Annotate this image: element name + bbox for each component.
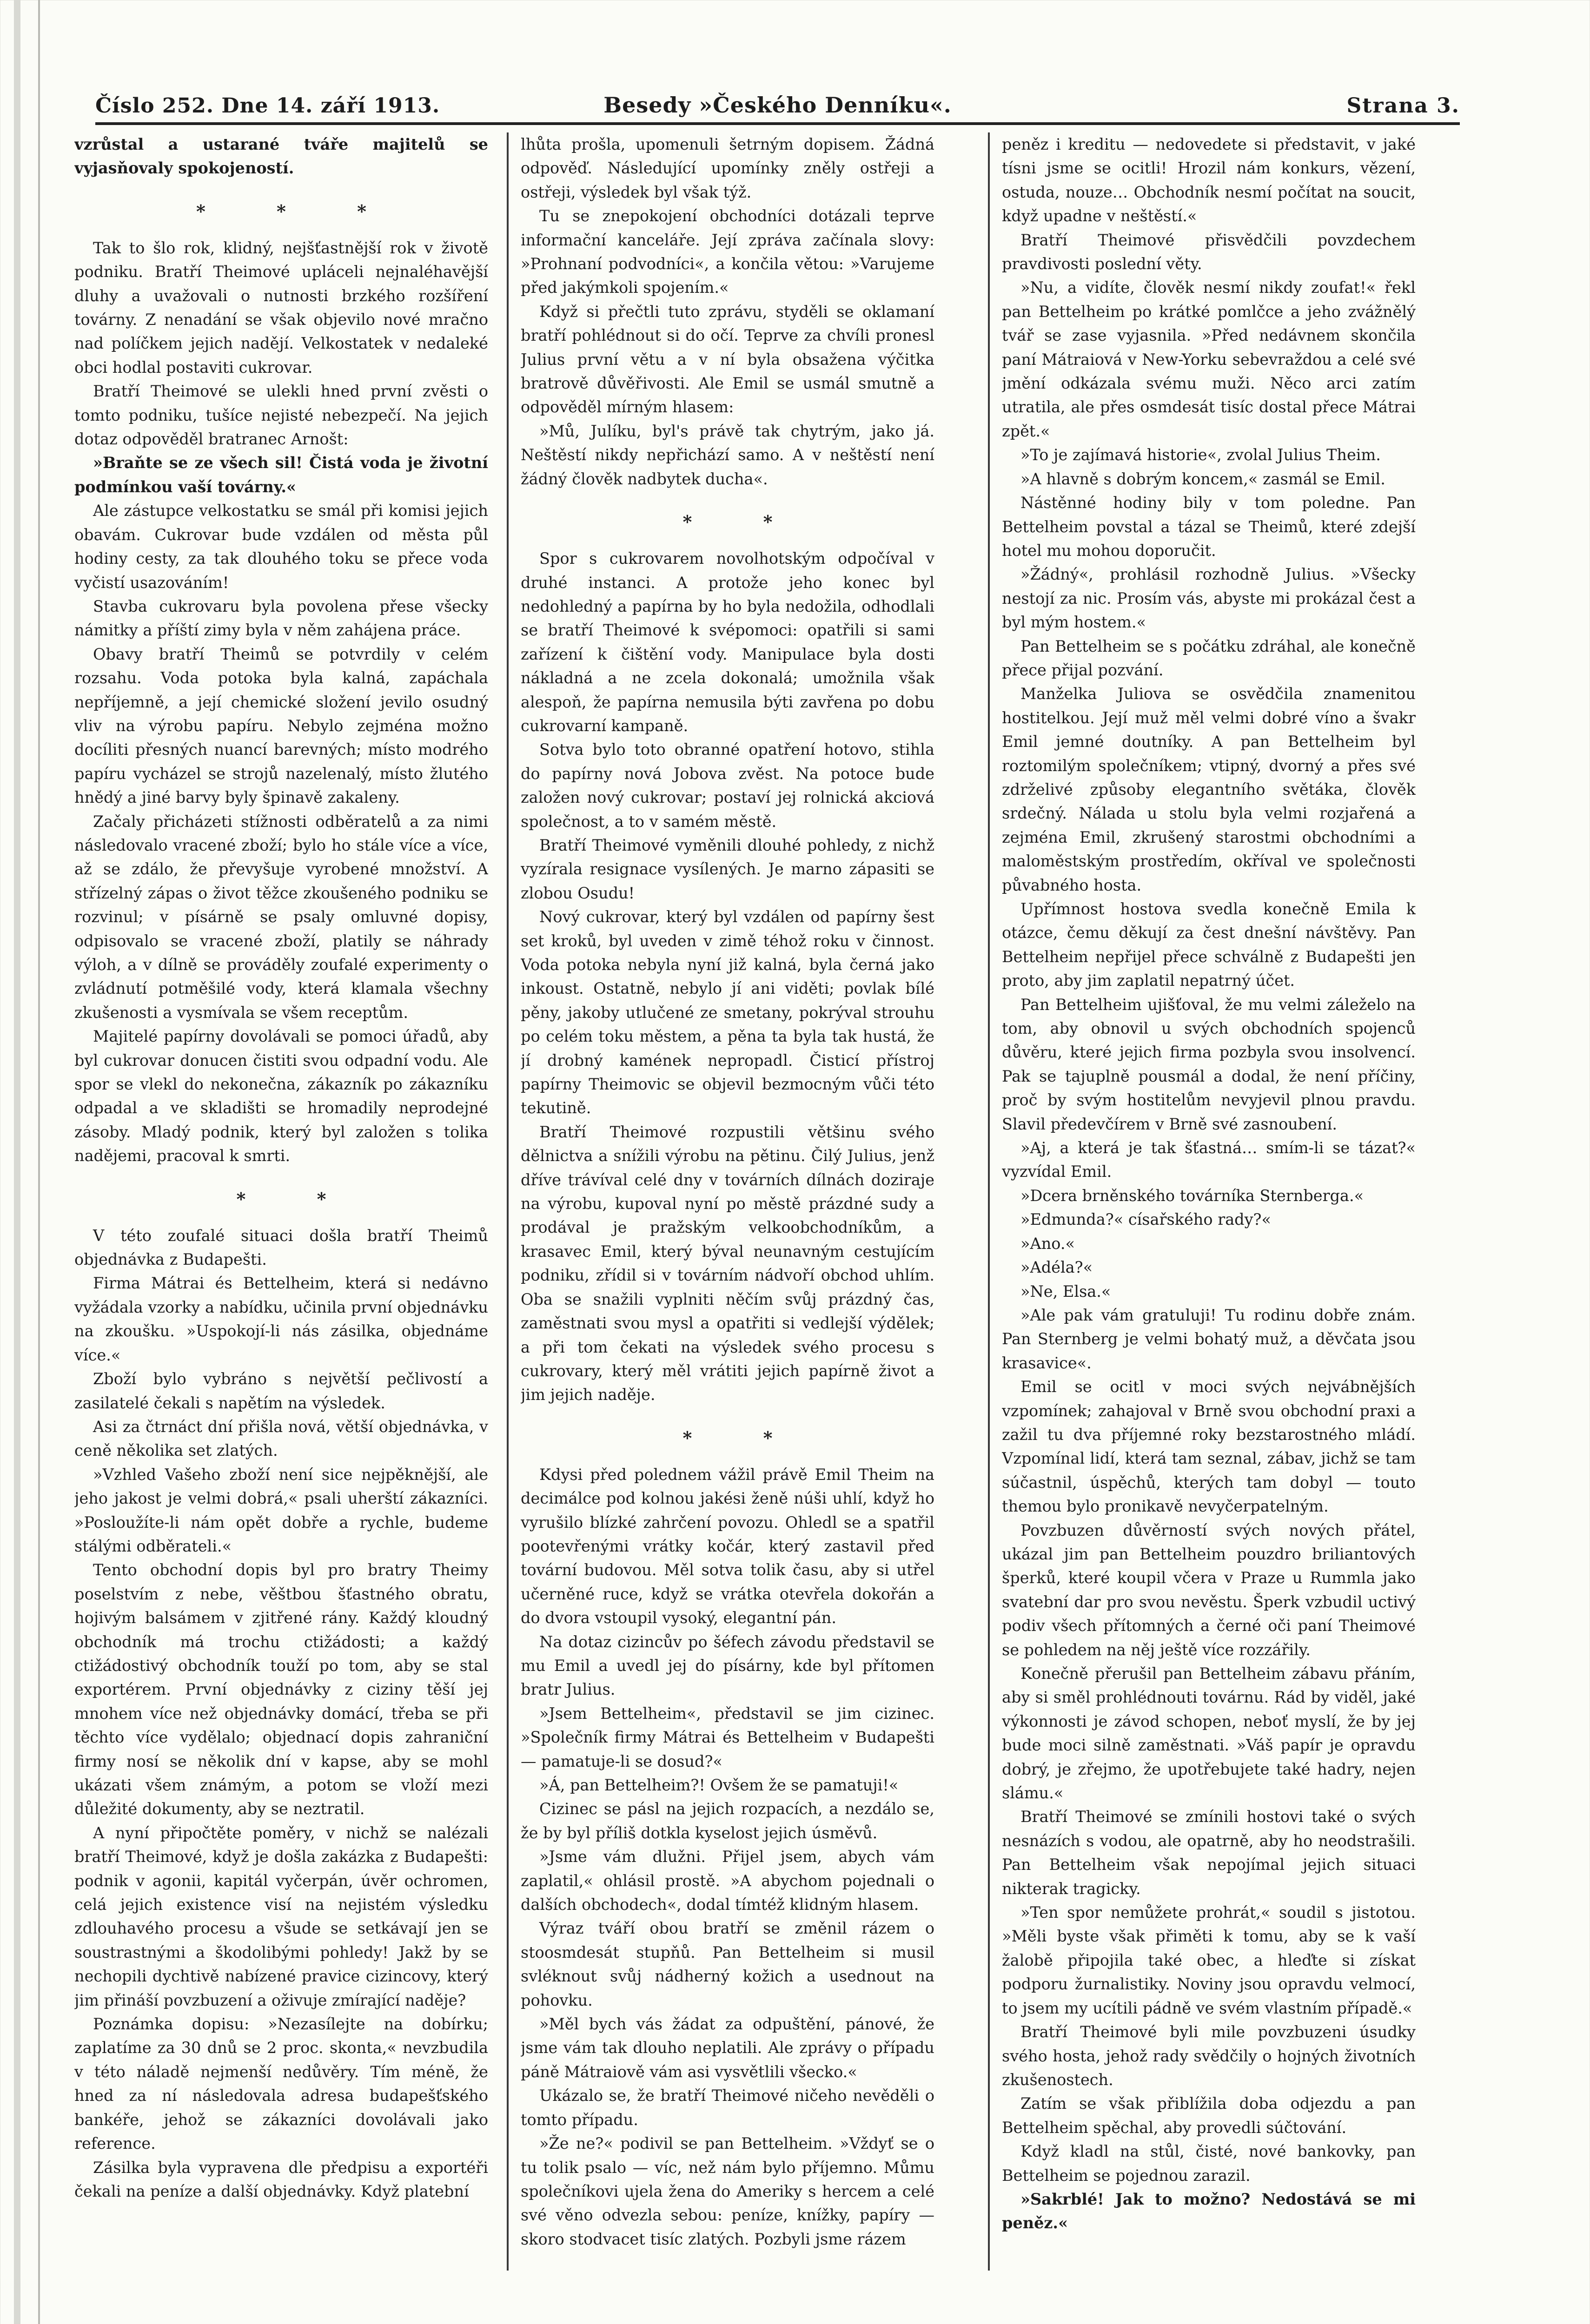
- text-column-1: [74, 132, 488, 2266]
- article-paragraph: A nyní připočtěte poměry, v nichž se nalézali bratří Theimové, když je došla zakázka z Budapešti: podnik v agonii, kapitál vyčerpán, úvěr ochromen, celá jejich existence visí na nejistém výsledku zdlouhavého procesu a všude se setkávají jen se soustrastnými a škodolibými pohledy! Jakž by se nechopili dychtivě nabízené pravice cizincovy, který jim přináší povzbuzení a oživuje zmírající naděje?: [74, 1823, 488, 2009]
- page-header: [95, 86, 1460, 125]
- article-paragraph: Na dotaz cizincův po šéfech závodu představil se mu Emil a uvedl jej do písárny, kde byl přítomen bratr Julius.: [521, 1632, 934, 1699]
- page-edge-line: [38, 0, 40, 2324]
- article-paragraph: Když kladl na stůl, čisté, nové bankovky, pan Bettelheim se pojednou zarazil.: [1002, 2142, 1416, 2185]
- article-paragraph: Nový cukrovar, který byl vzdálen od papírny šest set kroků, byl uveden v zimě téhož roku v činnost. Voda potoka nebyla nyní již kalná, byla černá jako inkoust. Ostatně, nebylo jí ani viděti; povlak bílé pěny, jakoby utlučené ze smetany, pokrýval strouhu po celém toku městem, a pěna ta byla tak hustá, že jí drobný kamének nepropadl. Čisticí přístroj papírny Theimovic se objevil bezmocným vůči této tekutině.: [521, 908, 934, 1117]
- article-paragraph: Nástěnné hodiny bily v tom poledne. Pan Bettelheim povstal a tázal se Theimů, které zdejší hotel mu mohou doporučit.: [1002, 494, 1416, 560]
- article-paragraph: Začaly přicházeti stížnosti odběratelů a za nimi následovalo vracené zboží; bylo ho stále více a více, až se zdálo, že převyšuje vyrobené množství. A střízelný zápas o život těžce zkoušeného podniku se rozvinul; v písárně se psaly omluvné dopisy, odpisovalo se vracené zboží, platily se náhrady výloh, a v dílně se prováděly zoufalé experimenty o zvládnutí potměšilé vody, která klamala všechny zkušenosti a vysmívala se všem receptům.: [74, 812, 488, 1022]
- article-paragraph: Bratří Theimové rozpustili většinu svého dělnictva a snížili výrobu na pětinu. Čilý Julius, jenž dříve trávíval celé dny v továrních dílnách doziraje na výrobu, kupoval nyní po městě prázdné sudy a prodával je pražským velkoobchodníkům, a krasavec Emil, který býval neunavným cestujícím podniku, zřídil si v továrním nádvoří obchod uhlím. Oba se snažili vyplniti něčím svůj prázdný čas, zaměstnati svou mysl a opatřiti si vedlejší výdělek; a při tom čekati na výsledek svého procesu s cukrovary, který měl vrátiti jejich papírně život a jim jejich naděje.: [521, 1122, 934, 1404]
- article-paragraph: »Vzhled Vašeho zboží není sice nejpěknější, ale jeho jakost je velmi dobrá,« psali uherští zákazníci. »Posloužíte-li nám opět dobře a rychle, budeme stálými odběrateli.«: [74, 1465, 488, 1555]
- article-paragraph: Tak to šlo rok, klidný, nejšťastnější rok v životě podniku. Bratří Theimové upláceli nejnaléhavější dluhy a uvažovali o nutnosti brzkého rozšíření továrny. Z nenadání se však objevilo nové mračno nad políčkem jejich nadějí. Velkostatek v nedaleké obci hodlal postaviti cukrovar.: [74, 238, 488, 376]
- article-paragraph: Majitelé papírny dovolávali se pomoci úřadů, aby byl cukrovar donucen čistiti svou odpadní vodu. Ale spor se vlekl do nekonečna, zákazník po zákazníku odpadal a ve skladišti se hromadily neprodejné zásoby. Mladý podnik, který byl založen s tolika nadějemi, pracoval k smrti.: [74, 1027, 488, 1165]
- section-separator: * *: [682, 1427, 805, 1448]
- article-paragraph: »Ne, Elsa.«: [1020, 1282, 1111, 1301]
- article-paragraph: »Jsem Bettelheim«, představil se jim cizinec. »Společník firmy Mátrai és Bettelheim v Budapešti — pamatuje-li se dosud?«: [521, 1704, 934, 1770]
- article-paragraph: »Že ne?« podivil se pan Bettelheim. »Vždyť se o tu tolik psalo — víc, než nám bylo příjemno. Můmu společníkovi ujela žena do Ameriky s hercem a celé své věno odvezla sebou: peníze, knížky, papíry — skoro stodvacet tisíc zlatých. Pozbyli jsme rázem: [521, 2134, 934, 2248]
- article-paragraph: Zatím se však přiblížila doba odjezdu a pan Bettelheim spěchal, aby provedli súčtování.: [1002, 2094, 1416, 2137]
- article-paragraph: V této zoufalé situaci došla bratří Theimů objednávka z Budapešti.: [74, 1226, 488, 1269]
- article-paragraph: Tento obchodní dopis byl pro bratry Theimy poselstvím z nebe, věštbou šťastného obratu, hojivým balsámem v zjitřené rány. Každý kloudný obchodník má trochu ctižádosti; a každý ctižádostivý obchodník touží po tom, aby se stal exportérem. První objednávky z ciziny těší jej mnohem více než objednávky domácí, třeba se při těchto více vydělalo; objednací dopis zahraniční firmy nosí se několik dní v kapse, aby se mohl ukázati všem známým, a potom se vloží mezi důležité dokumenty, aby se neztratil.: [74, 1561, 488, 1818]
- section-separator: * *: [236, 1188, 359, 1209]
- article-paragraph: »Jsme vám dlužni. Přijel jsem, abych vám zaplatil,« ohlásil prostě. »A abychom pojednali o dalších obchodech«, dodal tímtéž klidným hlasem.: [521, 1848, 934, 1914]
- article-paragraph: Emil se ocitl v moci svých nejvábnějších vzpomínek; zahajoval v Brně svou obchodní praxi a zažil tu dva příjemné roky bezstarostného mládí. Vzpomínal lidí, která tam seznal, zábav, jichž se tam súčastnil, úspěchů, kterých tam dobyl — touto themou bylo pronikavě nevyčerpatelným.: [1002, 1378, 1416, 1516]
- article-paragraph: »Edmunda?« císařského rady?«: [1020, 1210, 1272, 1229]
- article-paragraph: Poznámka dopisu: »Nezasílejte na dobírku; zaplatíme za 30 dnů se 2 proc. skonta,« nevzbudila v této náladě nejmenší nedůvěry. Tím méně, že hned za ní následovala adresa budapešťského bankéře, jehož se zákazníci dovolávali jako reference.: [74, 2015, 488, 2153]
- article-paragraph: »A hlavně s dobrým koncem,« zasmál se Emil.: [1020, 469, 1385, 488]
- article-paragraph: vzrůstal a ustarané tváře majitelů se vyjasňovaly spokojeností.: [74, 135, 488, 178]
- article-paragraph: Ukázalo se, že bratří Theimové ničeho nevěděli o tomto případu.: [521, 2086, 934, 2129]
- article-paragraph: Firma Mátrai és Bettelheim, která si nedávno vyžádala vzorky a nabídku, učinila první objednávku na zkoušku. »Uspokojí-li nás zásilka, objednáme více.«: [74, 1274, 488, 1364]
- section-separator: * *: [682, 511, 805, 533]
- article-paragraph: »Ten spor nemůžete prohrát,« soudil s jistotou. »Měli byste však přiměti k tomu, aby se k vaší žalobě připojila také obec, a hleďte si získat podporu žurnalistiky. Noviny jsou opravdu velmocí, to jsem my ucítili pádně ve svém vlastním případě.«: [1002, 1903, 1416, 2017]
- article-paragraph: »Mů, Julíku, byl's právě tak chytrým, jako já. Neštěstí nikdy nepřichází samo. A v neštěstí není žádný člověk nadbytek ducha«.: [521, 422, 934, 488]
- issue-date: Číslo 252. Dne 14. září 1913.: [95, 94, 440, 118]
- article-paragraph: Když si přečtli tuto zprávu, styděli se oklamaní bratří pohlédnout si do očí. Teprve za chvíli pronesl Julius první větu a v ní byla obsažena výčitka bratrově důvěřivosti. Ale Emil se usmál smutně a odpověděl mírným hlasem:: [521, 302, 934, 416]
- page-edge-shadow: [14, 0, 20, 2324]
- article-paragraph: Manželka Juliova se osvědčila znamenitou hostitelkou. Její muž měl velmi dobré víno a švakr Emil jemné doutníky. A pan Bettelheim byl roztomilým společníkem; vtipný, dvorný a přes své zdrželivé způsoby elegantního světáka, člověk srdečný. Nálada u stolu byla velmi rozjařená a zejména Emil, zkrušený starostmi obchodními a maloměstským prostředím, okříval ve společnosti půvabného hosta.: [1002, 685, 1416, 894]
- article-paragraph: Obavy bratří Theimů se potvrdily v celém rozsahu. Voda potoka byla kalná, zapáchala nepříjemně, a její chemické složení jevilo osudný vliv na výrobu papíru. Nebylo zejména možno docíliti přesných nuancí barevných; místo modrého papíru vycházel se strojů nazelenalý, místo žlutého hnědý a jiné barvy byly špinavě zakaleny.: [74, 645, 488, 807]
- article-paragraph: Bratří Theimové vyměnili dlouhé pohledy, z nichž vyzírala resignace vysílených. Je marno zápasiti se zlobou Osudu!: [521, 836, 934, 902]
- article-paragraph: »Aj, a která je tak šťastná… smím-li se tázat?« vyzvídal Emil.: [1002, 1139, 1416, 1181]
- text-column-3: [1002, 132, 1416, 2266]
- column-rule: [988, 132, 990, 2271]
- article-paragraph: lhůta prošla, upomenuli šetrným dopisem. Žádná odpověď. Následující upomínky zněly ostřeji a ostřeji, výsledek byl však týž.: [521, 135, 934, 201]
- column-rule: [507, 132, 509, 2271]
- article-paragraph: Cizinec se pásl na jejich rozpacích, a nezdálo se, že by byl příliš dotkla kyselost jejich úsměvů.: [521, 1800, 934, 1842]
- article-paragraph: »Sakrblé! Jak to možno? Nedostává se mi peněz.«: [1002, 2190, 1416, 2232]
- article-paragraph: »Měl bych vás žádat za odpuštění, pánové, že jsme vám tak dlouho neplatili. Ale zprávy o případu páně Mátraiově vám asi vysvětlili všecko.«: [521, 2015, 934, 2081]
- article-paragraph: Ale zástupce velkostatku se smál při komisi jejich obavám. Cukrovar bude vzdálen od města půl hodiny cesty, za tak dlouhého toku se přece voda vyčistí usazováním!: [74, 502, 488, 592]
- article-paragraph: »Nu, a vidíte, člověk nesmí nikdy zoufat!« řekl pan Bettelheim po krátké pomlčce a jeho zvážnělý tvář se zase vyjasnila. »Před nedávnem skončila paní Mátraiová v New-Yorku sebevraždou a celé své jmění odkázala svému muži. Něco arci zatím utratila, ale přes osmdesát tisíc dostal přece Mátrai zpět.«: [1002, 278, 1416, 440]
- section-separator: * * *: [196, 200, 399, 222]
- article-paragraph: Konečně přerušil pan Bettelheim zábavu přáním, aby si směl prohlédnouti továrnu. Rád by viděl, jaké výkonnosti je závod schopen, neboť myslí, že by jej bude moci silně zaměstnati. »Váš papír je opravdu dobrý, je zřejmo, že upotřebujete také hadry, nejen slámu.«: [1002, 1664, 1416, 1802]
- article-paragraph: Bratří Theimové byli mile povzbuzeni úsudky svého hosta, jehož rady svědčily o hojných životních zkušenostech.: [1002, 2023, 1416, 2089]
- article-paragraph: Asi za čtrnáct dní přišla nová, větší objednávka, v ceně několika set zlatých.: [74, 1417, 488, 1460]
- article-paragraph: »Á, pan Bettelheim?! Ovšem že se pamatuji!«: [539, 1776, 899, 1794]
- article-paragraph: »Adéla?«: [1020, 1258, 1093, 1277]
- article-paragraph: »To je zajímavá historie«, zvolal Julius Theim.: [1020, 446, 1381, 464]
- article-paragraph: Pan Bettelheim se s počátku zdráhal, ale konečně přece přijal pozvání.: [1002, 637, 1416, 679]
- article-paragraph: peněz i kreditu — nedovedete si představit, v jaké tísni jsme se ocitli! Hrozil nám konkurs, vězení, ostuda, nouze… Obchodník nesmí počítat na soucit, když upadne v neštěstí.«: [1002, 135, 1416, 225]
- article-paragraph: Bratří Theimové přisvědčili povzdechem pravdivosti poslední věty.: [1002, 231, 1416, 273]
- article-paragraph: Pan Bettelheim ujišťoval, že mu velmi záleželo na tom, aby obnovil u svých obchodních spojenců důvěru, které jejich firma pozbyla svou insolvencí. Pak se tajuplně pousmál a dodal, že není příčiny, proč by svým hostitelům nevyjevil plnou pravdu. Slavil předevčírem v Brně své zasnoubení.: [1002, 995, 1416, 1133]
- article-paragraph: Výraz tváří obou bratří se změnil rázem o stoosmdesát stupňů. Pan Bettelheim si musil svléknout svůj nádherný kožich a usednout na pohovku.: [521, 1919, 934, 2009]
- article-paragraph: »Ale pak vám gratuluji! Tu rodinu dobře znám. Pan Sternberg je velmi bohatý muž, a děvčata jsou krasavice«.: [1002, 1306, 1416, 1372]
- article-paragraph: »Dcera brněnského továrníka Sternberga.«: [1020, 1186, 1364, 1205]
- article-paragraph: Stavba cukrovaru byla povolena přese všecky námitky a příští zimy byla v něm zahájena práce.: [74, 597, 488, 640]
- article-paragraph: »Žádný«, prohlásil rozhodně Julius. »Všecky nestojí za nic. Prosím vás, abyste mi prokázal čest a byl mým hostem.«: [1002, 565, 1416, 632]
- article-paragraph: »Ano.«: [1020, 1234, 1075, 1253]
- article-paragraph: Kdysi před polednem vážil právě Emil Theim na decimálce pod kolnou jakési ženě núši uhlí, když ho vyrušilo blízké zahrčení povozu. Ohledl se a spatřil pootevřenými vrátky kočár, který zastavil před tovární budovou. Měl sotva tolik času, aby si utřel učerněné ruce, když se vrátka otevřela dokořán a do dvora vstoupil vysoký, elegantní pán.: [521, 1465, 934, 1627]
- article-paragraph: Bratří Theimové se zmínili hostovi také o svých nesnázích s vodou, ale opatrně, aby ho neodstrašili. Pan Bettelheim však nepojímal jejich situaci nikterak tragicky.: [1002, 1808, 1416, 1898]
- article-paragraph: Upřímnost hostova svedla konečně Emila k otázce, čemu děkují za čest dnešní návštěvy. Pan Bettelheim nepřijel přece schválně z Budapešti jen proto, aby jim zaplatil nepatrný účet.: [1002, 900, 1416, 990]
- article-paragraph: »Braňte se ze všech sil! Čistá voda je životní podmínkou vaší továrny.«: [74, 454, 488, 496]
- article-paragraph: Zásilka byla vypravena dle předpisu a exportéři čekali na peníze a další objednávky. Když platební: [74, 2158, 488, 2200]
- article-paragraph: Bratří Theimové se ulekli hned první zvěsti o tomto podniku, tušíce nejisté nebezpečí. Na jejich dotaz odpověděl bratranec Arnošt:: [74, 382, 488, 449]
- article-paragraph: Sotva bylo toto obranné opatření hotovo, stihla do papírny nová Jobova zvěst. Na potoce bude založen nový cukrovar; postaví jej rolnická akciová společnost, a to v samém městě.: [521, 740, 934, 831]
- article-paragraph: Zboží bylo vybráno s největší pečlivostí a zasilatelé čekali s napětím na výsledek.: [74, 1370, 488, 1412]
- article-paragraph: Spor s cukrovarem novolhotským odpočíval v druhé instanci. A protože jeho konec byl nedohledný a papírna by ho byla nedožila, odhodlali se bratří Theimové k svépomoci: opatřili si sami zařízení k čištění vody. Manipulace byla dosti nákladná a ne zcela dokonalá; umožnila však alespoň, že papírna nemusila býti zavřena po dobu cukrovarní kampaně.: [521, 549, 934, 735]
- publication-title: Besedy »Českého Denníku«.: [603, 92, 952, 118]
- article-paragraph: Povzbuzen důvěrností svých nových přátel, ukázal jim pan Bettelheim pouzdro briliantových šperků, které koupil včera v Praze u Rummla jako svatební dar pro svou nevěstu. Šperk vzbudil uctivý podiv všech přítomných a černé oči paní Theimové se pohledem na něj ještě více rozzářily.: [1002, 1521, 1416, 1659]
- text-column-2: [521, 132, 934, 2266]
- page-number: Strana 3.: [1346, 94, 1460, 118]
- article-paragraph: Tu se znepokojení obchodníci dotázali teprve informační kanceláře. Její zpráva začínala slovy: »Prohnaní podvodníci«, a končila větou: »Varujeme před jakýmkoli spojením.«: [521, 207, 934, 297]
